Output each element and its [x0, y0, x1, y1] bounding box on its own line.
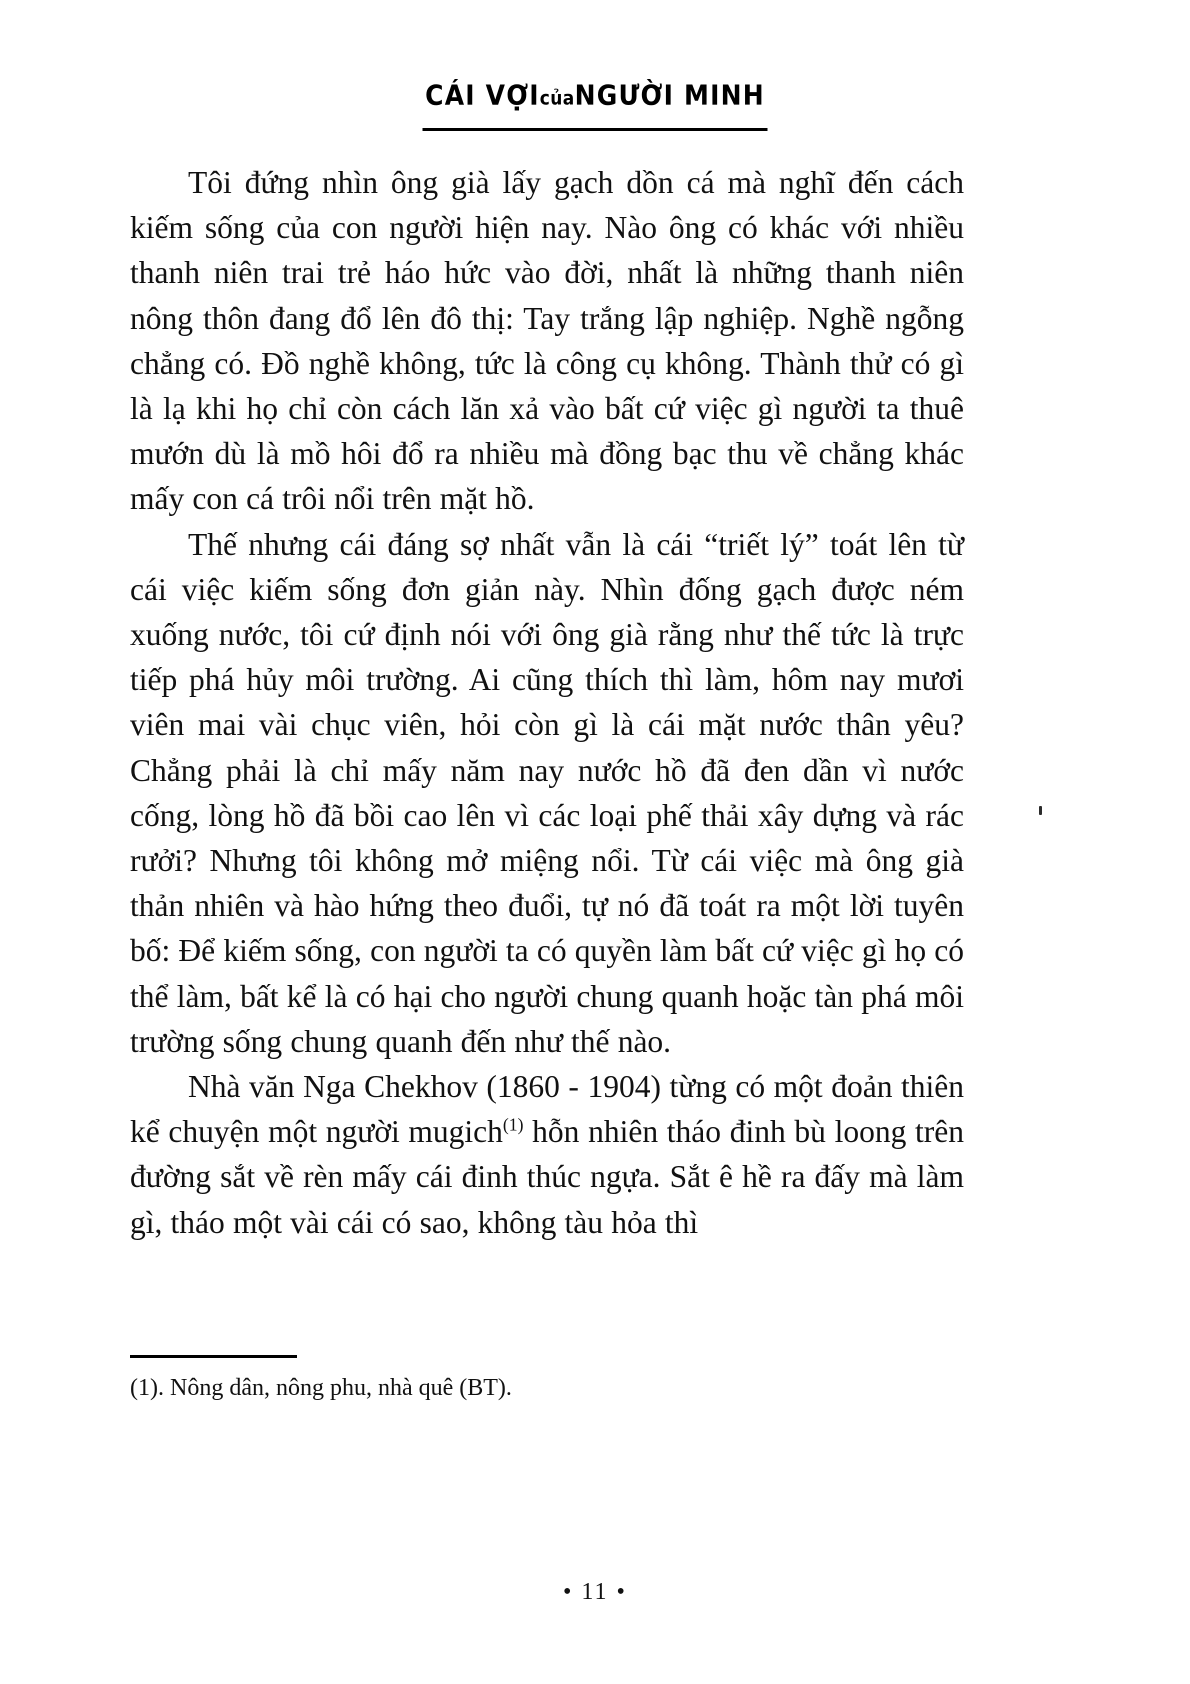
page-number: • 11 • [563, 1579, 627, 1605]
running-head-part-3: NGƯỜI MINH [574, 78, 765, 111]
running-head [0, 78, 1190, 111]
paragraph-3 [130, 1064, 964, 1245]
running-head-rule [423, 128, 768, 131]
paragraph-2: Thế nhưng cái đáng sợ nhất vẫn là cái “triết lý” toát lên từ cái việc kiếm sống đơn giản này. Nhìn đống gạch được ném xuống nước, tôi cứ định nói với ông già rằng như thế tức là trực tiếp phá hủy môi trường. Ai cũng thích thì làm, hôm nay mươi viên mai vài chục viên, hỏi còn gì là cái mặt nước thân yêu? Chẳng phải là chỉ mấy năm nay nước hồ đã đen dần vì nước cống, lòng hồ đã bồi cao lên vì các loại phế thải xây dựng và rác rưởi? Nhưng tôi không mở miệng nổi. Từ cái việc mà ông già thản nhiên và hào hứng theo đuổi, tự nó đã toát ra một lời tuyên bố: Để kiếm sống, con người ta có quyền làm bất cứ việc gì họ có thể làm, bất kể là có hại cho người chung quanh hoặc tàn phá môi trường sống chung quanh đến như thế nào. [130, 526, 964, 1059]
body-text-column [130, 160, 964, 1245]
running-head-title [425, 79, 765, 111]
footnote-reference-marker[interactable]: (1) [502, 1114, 524, 1135]
paragraph-1: Tôi đứng nhìn ông già lấy gạch dồn cá mà nghĩ đến cách kiếm sống của con người hiện nay. Nào ông có khác với nhiều thanh niên trai trẻ háo hức vào đời, nhất là những thanh niên nông thôn đang đổ lên đô thị: Tay trắng lập nghiệp. Nghề ngỗng chẳng có. Đồ nghề không, tức là công cụ không. Thành thử có gì là lạ khi họ chỉ còn cách lăn xả vào bất cứ việc gì người ta thuê mướn dù là mồ hôi đổ ra nhiều mà đồng bạc thu về chẳng khác mấy con cá trôi nổi trên mặt hồ. [130, 165, 964, 517]
running-head-part-2: của [539, 87, 575, 110]
footnote-separator-rule [130, 1355, 297, 1358]
footnote-zone [130, 1355, 964, 1404]
footnote-text: (1). Nông dân, nông phu, nhà quê (BT). [130, 1374, 512, 1401]
paragraph-3-text-before-footnote-ref: Nhà văn Nga Chekhov (1860 - 1904) từng có một đoản thiên kể chuyện một người mugich [130, 1069, 964, 1150]
paragraph-3-text-after-footnote-ref: hỗn nhiên tháo đinh bù loong trên đường sắt về rèn mấy cái đinh thúc ngựa. Sắt ê hề ra đấy mà làm gì, tháo một vài cái có sao, không tàu hỏa thì [130, 1114, 964, 1240]
margin-speck [1039, 806, 1042, 815]
running-head-part-1: CÁI VỢI [425, 78, 540, 111]
